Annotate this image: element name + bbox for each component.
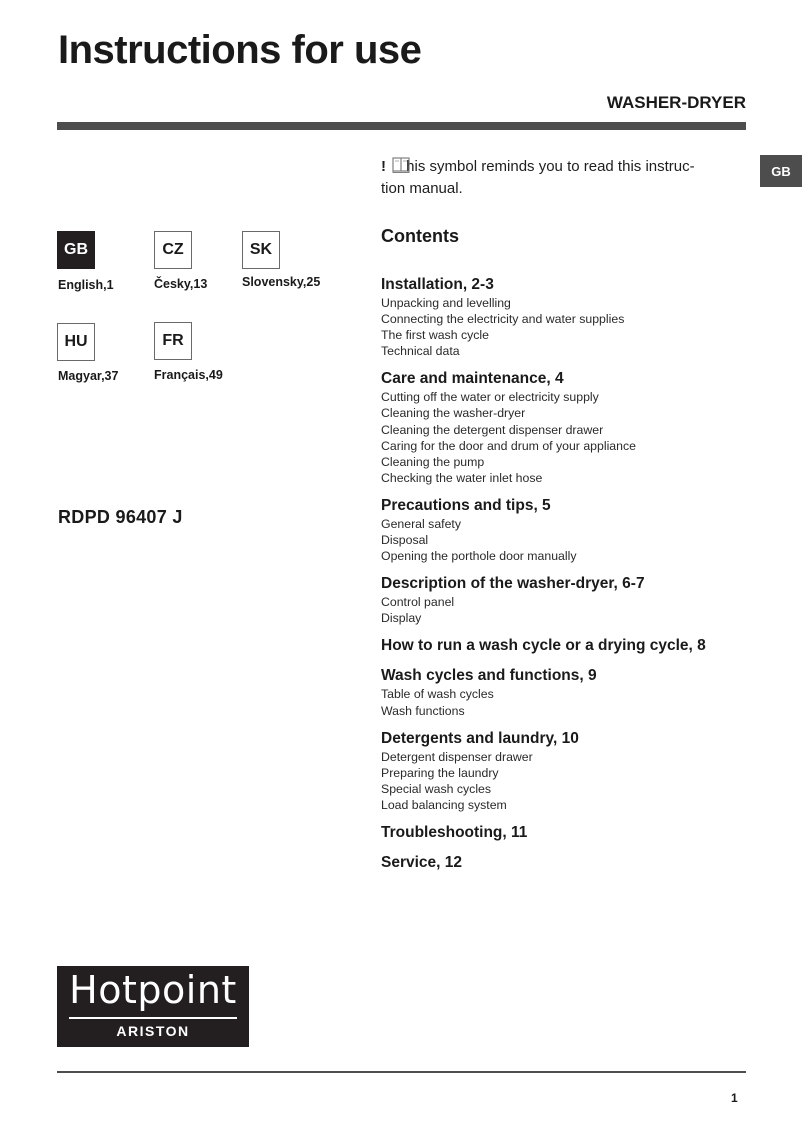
toc-item[interactable]: Display bbox=[381, 611, 422, 626]
toc-item[interactable]: Load balancing system bbox=[381, 797, 507, 812]
model-number: RDPD 96407 J bbox=[58, 507, 183, 527]
toc-item[interactable]: Cleaning the washer-dryer bbox=[381, 406, 526, 421]
toc-heading[interactable]: Service, 12 bbox=[381, 853, 463, 871]
toc-item[interactable]: Table of wash cycles bbox=[381, 687, 494, 702]
contents-title: Contents bbox=[381, 226, 459, 246]
toc-item[interactable]: Opening the porthole door manually bbox=[381, 549, 577, 564]
logo-subbrand: ARISTON bbox=[116, 1023, 190, 1039]
warning-mark: ! bbox=[381, 158, 386, 175]
toc-item[interactable]: Disposal bbox=[381, 533, 429, 548]
toc-item[interactable]: Checking the water inlet hose bbox=[381, 470, 543, 485]
language-box-gb[interactable]: GB bbox=[57, 231, 95, 269]
toc-item[interactable]: Unpacking and levelling bbox=[381, 296, 511, 310]
toc-item[interactable]: Control panel bbox=[381, 595, 455, 610]
header-divider bbox=[57, 122, 746, 130]
language-box-hu[interactable]: HU bbox=[57, 323, 95, 361]
toc-heading[interactable]: Care and maintenance, 4 bbox=[381, 370, 564, 388]
toc-section-troubleshooting bbox=[381, 823, 781, 843]
note-text-line1: his symbol reminds you to read this instruc- bbox=[406, 158, 695, 175]
language-label-french[interactable]: Français,49 bbox=[154, 368, 223, 382]
language-label-czech[interactable]: Česky,13 bbox=[154, 277, 208, 291]
note-text-line2: tion manual. bbox=[381, 180, 463, 197]
toc-section-service bbox=[381, 853, 781, 873]
toc-item[interactable]: Technical data bbox=[381, 344, 460, 359]
toc-item[interactable]: Connecting the electricity and water supplies bbox=[381, 312, 625, 327]
toc-section-description bbox=[381, 574, 781, 626]
toc-section-care bbox=[381, 369, 781, 486]
toc-section-detergents bbox=[381, 729, 781, 813]
toc-heading[interactable]: Wash cycles and functions, 9 bbox=[381, 667, 597, 685]
language-side-tab: GB bbox=[760, 155, 802, 187]
toc-item[interactable]: Cutting off the water or electricity supply bbox=[381, 390, 599, 405]
language-label-hungarian[interactable]: Magyar,37 bbox=[58, 369, 119, 383]
toc-section-how-to-run bbox=[381, 636, 781, 656]
logo-divider bbox=[69, 1017, 237, 1019]
toc-section-wash-cycles bbox=[381, 666, 781, 718]
language-label-slovak[interactable]: Slovensky,25 bbox=[242, 275, 321, 289]
toc-item[interactable]: Preparing the laundry bbox=[381, 765, 499, 780]
toc-heading[interactable]: Troubleshooting, 11 bbox=[381, 823, 528, 841]
hotpoint-ariston-logo bbox=[57, 966, 249, 1047]
toc-item[interactable]: Cleaning the detergent dispenser drawer bbox=[381, 422, 604, 437]
toc-item[interactable]: Detergent dispenser drawer bbox=[381, 749, 533, 764]
language-box-cz[interactable]: CZ bbox=[154, 231, 192, 269]
logo-brand: Hotpoint bbox=[69, 968, 237, 1012]
document-title: Instructions for use bbox=[58, 28, 422, 72]
toc-section-precautions bbox=[381, 496, 781, 564]
toc-section-installation bbox=[381, 275, 781, 359]
toc-heading[interactable]: Installation, 2-3 bbox=[381, 276, 494, 293]
toc-heading[interactable]: Precautions and tips, 5 bbox=[381, 496, 551, 514]
toc-item[interactable]: Caring for the door and drum of your appliance bbox=[381, 438, 636, 453]
toc-heading[interactable]: Description of the washer-dryer, 6-7 bbox=[381, 575, 645, 593]
footer-divider bbox=[57, 1071, 746, 1073]
language-box-fr[interactable]: FR bbox=[154, 322, 192, 360]
toc-item[interactable]: Special wash cycles bbox=[381, 781, 492, 796]
toc-item[interactable]: The first wash cycle bbox=[381, 328, 489, 343]
language-label-english[interactable]: English,1 bbox=[58, 278, 114, 292]
toc-heading[interactable]: How to run a wash cycle or a drying cycle, 8 bbox=[381, 637, 706, 655]
table-of-contents bbox=[381, 275, 781, 883]
toc-item[interactable]: Cleaning the pump bbox=[381, 454, 485, 469]
document-subtitle: WASHER-DRYER bbox=[606, 93, 746, 112]
read-manual-note bbox=[381, 156, 731, 200]
book-icon bbox=[392, 157, 410, 173]
page-number: 1 bbox=[731, 1091, 738, 1105]
toc-heading[interactable]: Detergents and laundry, 10 bbox=[381, 729, 579, 747]
toc-item[interactable]: Wash functions bbox=[381, 703, 465, 718]
toc-item[interactable]: General safety bbox=[381, 516, 461, 531]
language-box-sk[interactable]: SK bbox=[242, 231, 280, 269]
